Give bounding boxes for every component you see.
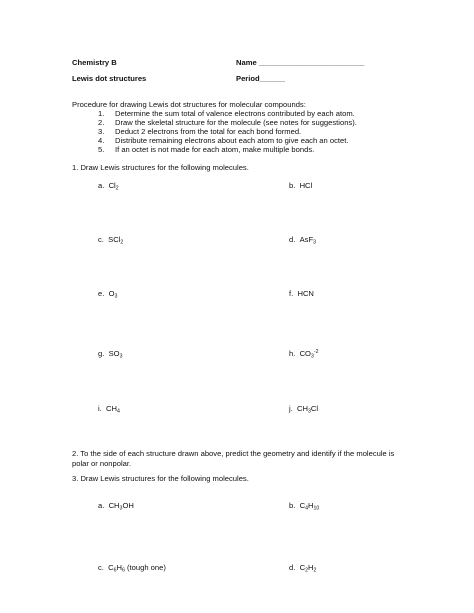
molecule-item [289,182,312,190]
molecule-item [289,290,314,298]
molecule-formula: $O_3$ [108,289,118,300]
molecule-formula: $CH_3Cl$ [297,404,319,415]
procedure-step-text: Draw the skeletal structure for the molecule (see notes for suggestions). [115,118,357,127]
molecule-formula: $C_4H_{10}$ [299,501,320,512]
procedure-step-num: 1. [98,109,105,118]
period-label: Period [236,74,260,83]
name-label: Name [236,58,257,67]
molecule-formula: $C_6H_6$ (tough one) [108,563,166,574]
period-line [236,75,285,83]
item-label: a. [98,181,105,190]
procedure-step-num: 2. [98,118,105,127]
course-title: Chemistry B [72,58,117,67]
molecule-formula: $CO_3^{-2}$ [299,349,319,360]
procedure-step-text: If an octet is not made for each atom, make multiple bonds. [115,145,315,154]
item-label: c. [98,563,104,572]
item-label: a. [98,501,105,510]
question-3-prompt: 3. Draw Lewis structures for the following molecules. [72,474,249,483]
item-label: g. [98,349,105,358]
molecule-item [98,350,122,358]
procedure-step-num: 4. [98,136,105,145]
molecule-item [98,405,120,413]
molecule-formula: $CH_3OH$ [108,501,134,512]
molecule-formula: $Cl_2$ [108,181,119,192]
molecule-formula: $CH_4$ [106,404,120,415]
molecule-item [289,236,316,244]
procedure-intro: Procedure for drawing Lewis dot structures for molecular compounds: [72,100,306,109]
question-2-prompt: 2. To the side of each structure drawn above, predict the geometry and identify if the molecule is polar or nonpolar. [72,449,395,468]
molecule-formula: AsF$_3$ [299,235,316,246]
molecule-formula: HCN [297,289,314,298]
question-1-prompt: 1. Draw Lewis structures for the following molecules. [72,163,249,172]
molecule-item [98,290,117,298]
item-label: e. [98,289,105,298]
molecule-formula: $SO_3$ [108,349,123,360]
item-label: c. [98,235,104,244]
molecule-item [98,182,119,190]
molecule-formula: $C_2H_2$ [299,563,317,574]
period-blank: ______ [259,74,285,83]
molecule-formula: SCl$_2$ [108,235,124,246]
procedure-step-text: Determine the sum total of valence electrons contributed by each atom. [115,109,355,118]
item-label: i. [98,404,102,413]
name-line [236,59,364,67]
procedure-step-num: 5. [98,145,105,154]
molecule-formula: HCl [299,181,313,190]
item-label: b. [289,181,296,190]
item-label: h. [289,349,296,358]
procedure-step-text: Distribute remaining electrons about each atom to give each an octet. [115,136,349,145]
topic-title: Lewis dot structures [72,74,147,83]
molecule-item [98,564,166,572]
molecule-item [98,502,134,510]
molecule-item [289,502,319,510]
name-blank: _________________________ [258,58,365,67]
item-label: b. [289,501,296,510]
molecule-item [289,564,316,572]
molecule-item [289,350,318,358]
item-label: d. [289,563,296,572]
item-label: f. [289,289,294,298]
procedure-step-num: 3. [98,127,105,136]
item-label: j. [289,404,293,413]
procedure-step-text: Deduct 2 electrons from the total for each bond formed. [115,127,302,136]
molecule-item [289,405,318,413]
molecule-item [98,236,123,244]
item-label: d. [289,235,296,244]
